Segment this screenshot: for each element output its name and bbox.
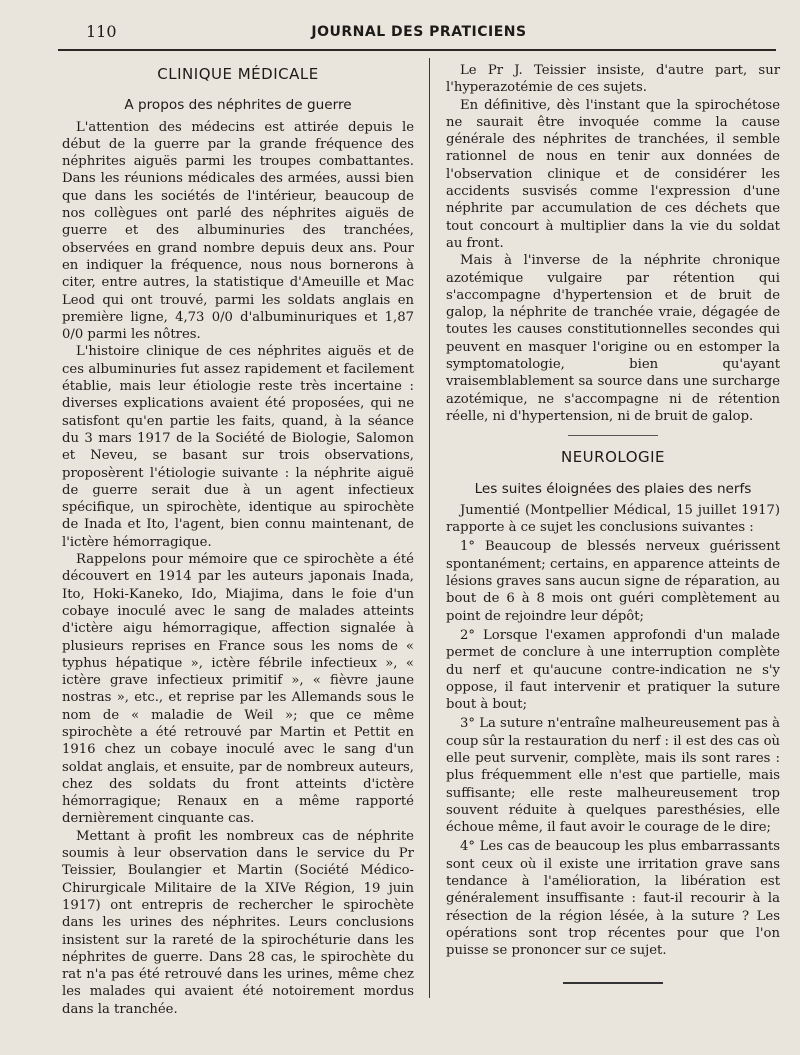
section-heading-clinique: CLINIQUE MÉDICALE xyxy=(157,65,319,83)
conclusion-item: 4° Les cas de beaucoup les plus embarrassants sont ceux où il existe une irritation grave sans tendance à l'amélioration, la libération est généralement insuffisante : faut-il recourir à la résection de la région lésée, à la suture ? Les opérations sont trop récentes pour que l'on puisse se prononcer sur ce sujet. xyxy=(446,839,780,959)
left-column xyxy=(62,62,414,1018)
conclusion-item: 1° Beaucoup de blessés nerveux guérissent spontanément; certains, en apparence atteints de lésions graves sans aucun signe de réparation, au bout de 6 à 8 mois ont guéri complètement au point de rejoindre leur dépôt; xyxy=(446,539,780,624)
journal-title: JOURNAL DES PRATICIENS xyxy=(311,24,527,40)
end-rule xyxy=(563,982,663,985)
section-separator xyxy=(568,435,658,437)
right-column xyxy=(446,62,780,985)
section-heading-neurologie: NEUROLOGIE xyxy=(560,448,666,467)
page-number: 110 xyxy=(86,22,117,41)
paragraph: L'attention des médecins est attirée depuis le début de la guerre par la grande fréquence des néphrites aiguës parmi les troupes combattantes. Dans les réunions médicales des armées, aussi bien que dans les sociétés de l'intérieur, beaucoup de nos collègues ont parlé des néphrites aiguës de guerre et des albuminuries des tranchées, observées en grand nombre depuis deux ans. Pour en indiquer la fréquence, nous nous bornerons à citer, entre autres, la statistique d'Ameuille et Mac Leod qui ont trouvé, parmi les soldats anglais en première ligne, 4,73 0/0 d'albuminuriques et 1,87 0/0 parmi les nôtres. xyxy=(62,119,414,343)
page-header xyxy=(60,20,778,46)
article-title-nephrites: A propos des néphrites de guerre xyxy=(124,97,352,114)
conclusion-item: 3° La suture n'entraîne malheureusement pas à coup sûr la restauration du nerf : il est des cas où elle peut survenir, complète, mais ils sont rares : plus fréquemment elle n'est que partielle, mais suffisante; elle reste malheureusement trop souvent réduite à quelques paresthésies, elle échoue même, il faut avoir le courage de le dire; xyxy=(446,716,780,836)
paragraph: Jumentié (Montpellier Médical, 15 juillet 1917) rapporte à ce sujet les conclusions suivantes : xyxy=(446,502,780,536)
column-divider xyxy=(429,58,430,998)
paragraph: En définitive, dès l'instant que la spirochétose ne saurait être invoquée comme la cause générale des néphrites de tranchées, il semble rationnel de nous en tenir aux données de l'observation clinique et de considérer les accidents susvisés comme l'expression d'une néphrite par accumulation de ces déchets que tout concourt à multiplier dans la vie du soldat au front. xyxy=(446,97,780,251)
conclusion-item: 2° Lorsque l'examen approfondi d'un malade permet de conclure à une interruption complète du nerf et qu'aucune contre-indication ne s'y oppose, il faut intervenir et pratiquer la suture bout à bout; xyxy=(446,627,780,713)
paragraph: Mais à l'inverse de la néphrite chronique azotémique vulgaire par rétention qui s'accompagne d'hypertension et de bruit de galop, la néphrite de tranchée vraie, dégagée de toutes les causes constitutionnelles secondes qui peuvent en masquer l'origine ou en estomper la symptomatologie, bien qu'ayant vraisemblablement sa source dans une surcharge azotémique, ne s'accompagne ni de rétention réelle, ni d'hypertension, ni de bruit de galop. xyxy=(446,253,780,424)
article-title-plaies-nerfs: Les suites éloignées des plaies des nerfs xyxy=(474,480,752,497)
paragraph: Rappelons pour mémoire que ce spirochète a été découvert en 1914 par les auteurs japonais Inada, Ito, Hoki-Kaneko, Ido, Miajima, dans le foie d'un cobaye inoculé avec le sang de malades atteints d'ictère aigu hémorragique, affection signalée à plusieurs reprises en France sous les noms de « typhus hépatique », ictère fébrile infectieux », « ictère grave infectieux primitif », « fièvre jaune nostras », etc., et reprise par les Allemands sous le nom de « maladie de Weil »; que ce même spirochète a été retrouvé par Martin et Pettit en 1916 chez un cobaye inoculé avec le sang d'un soldat anglais, et ensuite, par de nombreux auteurs, chez des soldats du front atteints d'ictère hémorragique; Renaux en a même rapporté dernièrement cinquante cas. xyxy=(62,552,414,827)
paragraph: Le Pr J. Teissier insiste, d'autre part, sur l'hyperazotémie de ces sujets. xyxy=(446,63,780,96)
header-rule xyxy=(58,49,776,51)
paragraph: Mettant à profit les nombreux cas de néphrite soumis à leur observation dans le service du Pr Teissier, Boulangier et Martin (Société Médico-Chirurgicale Militaire de la XIVe Région, 19 juin 1917) ont entrepris de rechercher le spirochète dans les urines des néphrites. Leurs conclusions insistent sur la rareté de la spirochéturie dans les néphrites de guerre. Dans 28 cas, le spirochète du rat n'a pas été retrouvé dans les urines, même chez les malades qui avaient été notoirement mordus dans la tranchée. xyxy=(62,828,414,1017)
paragraph: L'histoire clinique de ces néphrites aiguës et de ces albuminuries fut assez rapidement et facilement établie, mais leur étiologie reste très incertaine : diverses explications avaient été proposées, qui ne satisfont qu'en partie les faits, quand, à la séance du 3 mars 1917 de la Société de Biologie, Salomon et Neveu, se basant sur trois observations, proposèrent l'étiologie suivante : la néphrite aiguë de guerre serait due à un agent infectieux spécifique, un spirochète, identique au spirochète de Inada et Ito, l'agent, bien connu maintenant, de l'ictère hémorragique. xyxy=(62,344,414,550)
